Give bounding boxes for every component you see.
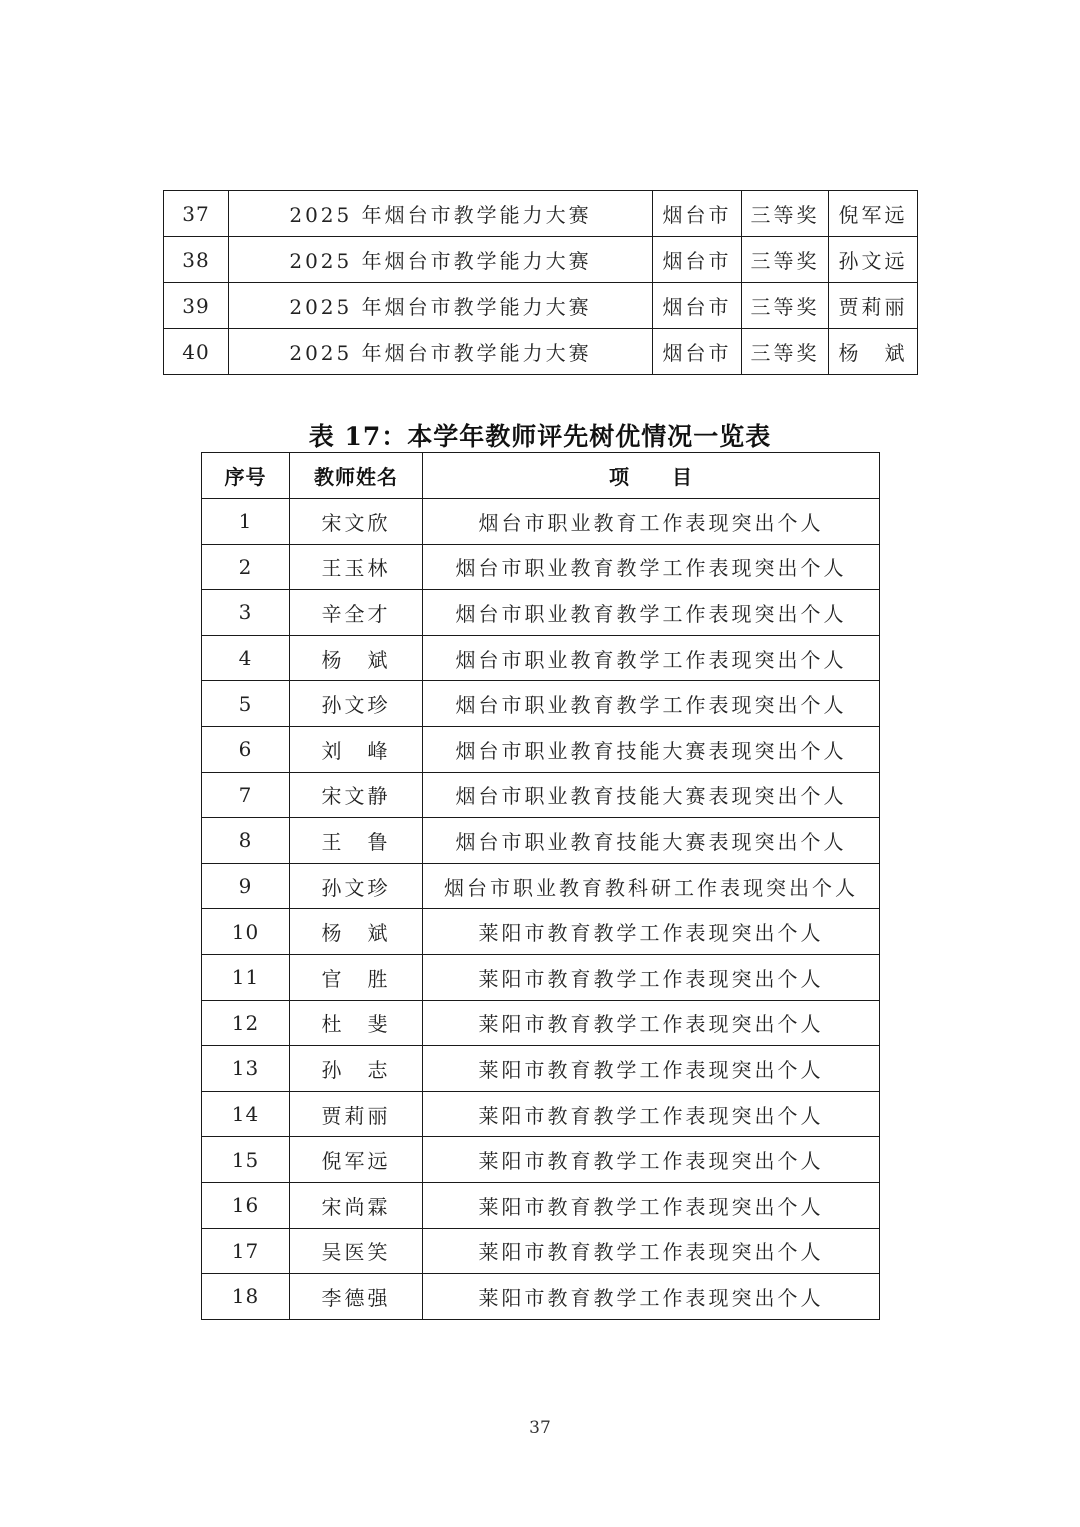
cell-item: 莱阳市教育教学工作表现突出个人 [423,1000,880,1046]
page-number: 37 [529,1418,551,1438]
cell-item: 烟台市职业教育技能大赛表现突出个人 [423,772,880,818]
cell-level: 烟台市 [653,283,742,329]
cell-item: 烟台市职业教育工作表现突出个人 [423,499,880,545]
table-row [202,635,880,681]
cell-no: 16 [202,1182,290,1228]
cell-teacher-name: 孙 志 [290,1046,423,1092]
cell-teacher-name: 宋文欣 [290,499,423,545]
cell-item: 烟台市职业教育技能大赛表现突出个人 [423,726,880,772]
awards-table-body [164,191,918,375]
cell-no: 17 [202,1228,290,1274]
cell-teacher-name: 吴医笑 [290,1228,423,1274]
cell-teacher-name: 孙文珍 [290,681,423,727]
table-row [202,772,880,818]
cell-no: 14 [202,1091,290,1137]
cell-no: 13 [202,1046,290,1092]
cell-no: 5 [202,681,290,727]
cell-no: 37 [164,191,229,237]
cell-no: 15 [202,1137,290,1183]
cell-no: 39 [164,283,229,329]
cell-teacher-name: 李德强 [290,1274,423,1320]
cell-item: 莱阳市教育教学工作表现突出个人 [423,1182,880,1228]
cell-name: 杨 斌 [829,329,918,375]
cell-teacher-name: 刘 峰 [290,726,423,772]
cell-no: 8 [202,818,290,864]
cell-no: 38 [164,237,229,283]
cell-award: 三等奖 [742,237,829,283]
table-row [202,726,880,772]
table-row [202,544,880,590]
cell-no: 4 [202,635,290,681]
table-row [164,283,918,329]
cell-teacher-name: 杜 斐 [290,1000,423,1046]
cell-item: 莱阳市教育教学工作表现突出个人 [423,954,880,1000]
cell-item: 烟台市职业教育教学工作表现突出个人 [423,681,880,727]
cell-teacher-name: 王 鲁 [290,818,423,864]
cell-no: 1 [202,499,290,545]
table-row [202,818,880,864]
table-row [202,590,880,636]
cell-item: 烟台市职业教育教学工作表现突出个人 [423,635,880,681]
table-row [202,863,880,909]
cell-event: 2025 年烟台市教学能力大赛 [229,329,653,375]
header-item: 项 目 [423,453,880,499]
cell-item: 莱阳市教育教学工作表现突出个人 [423,1228,880,1274]
cell-name: 贾莉丽 [829,283,918,329]
cell-teacher-name: 宋尚霖 [290,1182,423,1228]
cell-award: 三等奖 [742,329,829,375]
cell-award: 三等奖 [742,191,829,237]
table-row [202,1046,880,1092]
cell-level: 烟台市 [653,191,742,237]
table-row [202,1182,880,1228]
cell-name: 倪军远 [829,191,918,237]
table-row [202,1274,880,1320]
cell-no: 12 [202,1000,290,1046]
cell-teacher-name: 宋文静 [290,772,423,818]
table-row [202,681,880,727]
cell-level: 烟台市 [653,237,742,283]
cell-no: 18 [202,1274,290,1320]
table-row [202,1000,880,1046]
teacher-honors-table [201,452,880,1320]
cell-level: 烟台市 [653,329,742,375]
cell-award: 三等奖 [742,283,829,329]
cell-item: 烟台市职业教育教科研工作表现突出个人 [423,863,880,909]
table-17-title: 表 17：本学年教师评先树优情况一览表 [308,422,772,451]
cell-item: 莱阳市教育教学工作表现突出个人 [423,909,880,955]
awards-table-continued [163,190,918,375]
cell-teacher-name: 孙文珍 [290,863,423,909]
cell-teacher-name: 辛全才 [290,590,423,636]
cell-item: 烟台市职业教育技能大赛表现突出个人 [423,818,880,864]
cell-no: 7 [202,772,290,818]
cell-item: 莱阳市教育教学工作表现突出个人 [423,1274,880,1320]
table-row [202,499,880,545]
table-row [202,909,880,955]
table-row [202,1137,880,1183]
cell-no: 9 [202,863,290,909]
table-row [202,1228,880,1274]
table-row [164,329,918,375]
cell-item: 莱阳市教育教学工作表现突出个人 [423,1091,880,1137]
cell-teacher-name: 杨 斌 [290,909,423,955]
cell-event: 2025 年烟台市教学能力大赛 [229,191,653,237]
cell-teacher-name: 贾莉丽 [290,1091,423,1137]
cell-no: 40 [164,329,229,375]
cell-item: 莱阳市教育教学工作表现突出个人 [423,1137,880,1183]
cell-no: 11 [202,954,290,1000]
cell-teacher-name: 官 胜 [290,954,423,1000]
table-header-row [202,453,880,499]
teacher-honors-body [202,499,880,1320]
table-row [164,191,918,237]
cell-event: 2025 年烟台市教学能力大赛 [229,237,653,283]
header-teacher-name: 教师姓名 [290,453,423,499]
table-row [164,237,918,283]
header-no: 序号 [202,453,290,499]
cell-no: 3 [202,590,290,636]
cell-item: 莱阳市教育教学工作表现突出个人 [423,1046,880,1092]
cell-no: 10 [202,909,290,955]
cell-no: 2 [202,544,290,590]
table-row [202,954,880,1000]
table-row [202,1091,880,1137]
cell-teacher-name: 倪军远 [290,1137,423,1183]
cell-item: 烟台市职业教育教学工作表现突出个人 [423,590,880,636]
cell-name: 孙文远 [829,237,918,283]
cell-teacher-name: 王玉林 [290,544,423,590]
cell-no: 6 [202,726,290,772]
cell-item: 烟台市职业教育教学工作表现突出个人 [423,544,880,590]
cell-event: 2025 年烟台市教学能力大赛 [229,283,653,329]
cell-teacher-name: 杨 斌 [290,635,423,681]
